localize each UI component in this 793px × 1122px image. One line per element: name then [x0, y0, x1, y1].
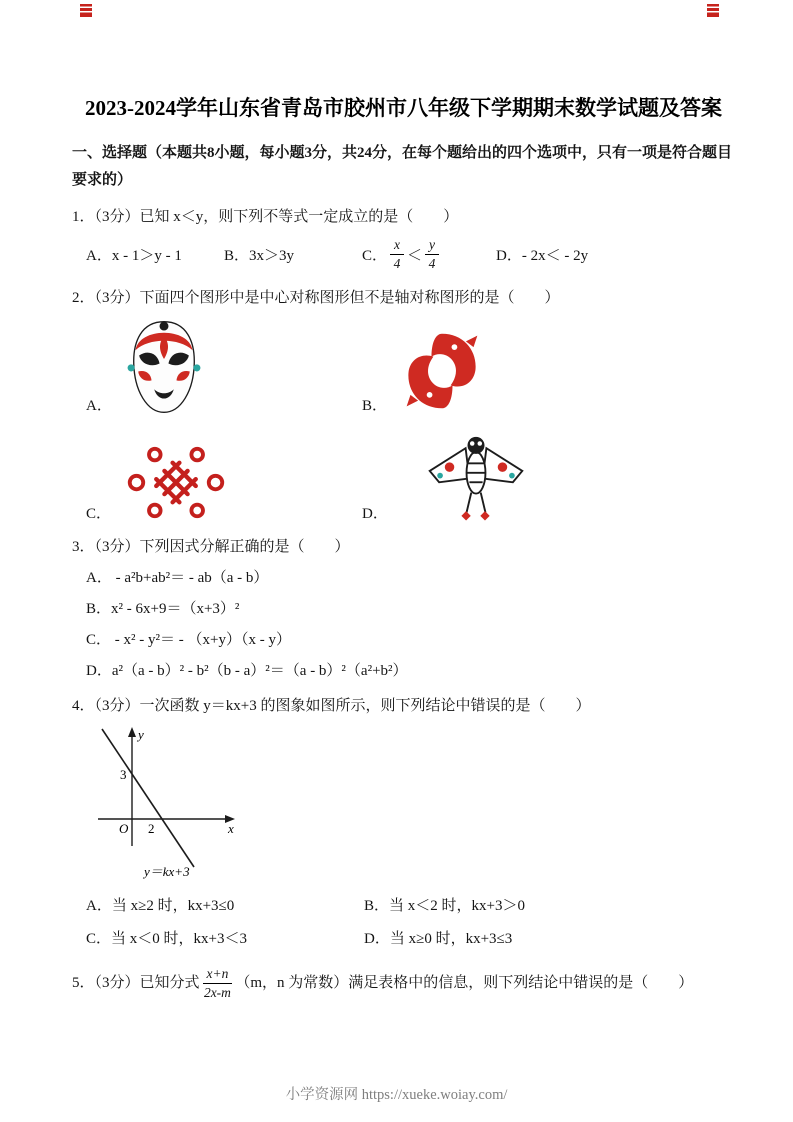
fraction-numerator: x+n [203, 966, 233, 984]
q5-stem-pre: 5．（3分）已知分式 [72, 975, 200, 992]
q2-label-b: B． [362, 398, 388, 414]
fraction-numerator: x [390, 237, 404, 255]
fraction-x-over-4 [390, 237, 404, 271]
q1-options [86, 233, 735, 275]
question-3 [72, 535, 735, 683]
q2-image-grid [86, 318, 735, 524]
q2-label-c: C． [86, 506, 112, 522]
linear-function-graph [82, 724, 252, 882]
q1-option-c-label: C． [362, 247, 388, 264]
q1-option-b: B．3x＞3y [224, 247, 295, 264]
q2-cell-a [86, 318, 362, 416]
q2-label-a: A． [86, 398, 112, 414]
fraction-y-over-4 [425, 237, 439, 271]
opera-mask-image [124, 318, 204, 416]
q4-options [86, 894, 735, 951]
graph-y-axis-label: y [138, 727, 144, 742]
q5-stem-post: （m，n 为常数）满足表格中的信息，则下列结论中错误的是（ ） [235, 975, 694, 992]
q1-option-a: A．x - 1＞y - 1 [86, 247, 182, 264]
graph-origin-label: O [119, 821, 129, 836]
fraction-denominator: 2x-m [203, 984, 231, 1000]
q2-cell-b [362, 318, 735, 416]
corner-mark-left [80, 4, 92, 17]
chinese-knot-image [123, 442, 229, 524]
q3-option-d: D．a²（a - b）² - b²（b - a）²＝（a - b）²（a²+b²） [86, 663, 408, 679]
q1-option-c [362, 237, 496, 271]
q2-cell-d [362, 432, 735, 524]
fraction-denominator: 4 [428, 255, 436, 271]
q4-option-b: B．当 x＜2 时，kx+3＞0 [364, 898, 525, 914]
q3-option-b: B．x² - 6x+9＝（x+3）² [86, 601, 240, 617]
q5-stem [72, 966, 735, 1000]
less-than-sign: ＜ [407, 247, 423, 264]
page-title: 2023-2024学年山东省青岛市胶州市八年级下学期期末数学试题及答案 [85, 96, 722, 120]
bird-kite-image [424, 432, 528, 524]
q4-option-c: C．当 x＜0 时，kx+3＜3 [86, 931, 247, 947]
q4-option-d: D．当 x≥0 时，kx+3≤3 [364, 931, 513, 947]
footer-watermark: 小学资源网 https://xueke.woiay.com/ [285, 1086, 508, 1103]
q3-option-c: C． - x² - y²＝ - （x+y）（x - y） [86, 632, 291, 648]
q3-option-a: A． - a²b+ab²＝ - ab（a - b） [86, 570, 269, 586]
paper-cut-fish-image [399, 326, 485, 416]
fraction-x-plus-n-over-2x-minus-m [203, 966, 233, 1000]
question-1 [72, 205, 735, 275]
question-4 [72, 694, 735, 951]
q4-stem: 4．（3分）一次函数 y＝kx+3 的图象如图所示，则下列结论中错误的是（ ） [72, 698, 591, 714]
q1-stem: 1．（3分）已知 x＜y，则下列不等式一定成立的是（ ） [72, 209, 459, 225]
question-2 [72, 286, 735, 524]
graph-x-intercept-label: 2 [148, 821, 155, 836]
q4-option-a: A．当 x≥2 时，kx+3≤0 [86, 898, 235, 914]
graph-line-label: y＝kx+3 [144, 864, 190, 879]
q4-graph [82, 724, 735, 882]
fraction-denominator: 4 [393, 255, 401, 271]
q2-stem: 2．（3分）下面四个图形中是中心对称图形但不是轴对称图形的是（ ） [72, 290, 560, 306]
question-5 [72, 966, 735, 1000]
q3-stem: 3．（3分）下列因式分解正确的是（ ） [72, 539, 350, 555]
corner-mark-right [707, 4, 719, 17]
q1-option-d: D．- 2x＜ - 2y [496, 247, 589, 264]
fraction-numerator: y [425, 237, 439, 255]
q2-label-d: D． [362, 506, 388, 522]
graph-x-axis-label: x [228, 821, 234, 836]
q2-cell-c [86, 432, 362, 524]
graph-y-intercept-label: 3 [120, 767, 127, 782]
section-heading: 一、选择题（本题共8小题，每小题3分，共24分，在每个题给出的四个选项中，只有一项是符合题目要求的） [72, 145, 733, 188]
